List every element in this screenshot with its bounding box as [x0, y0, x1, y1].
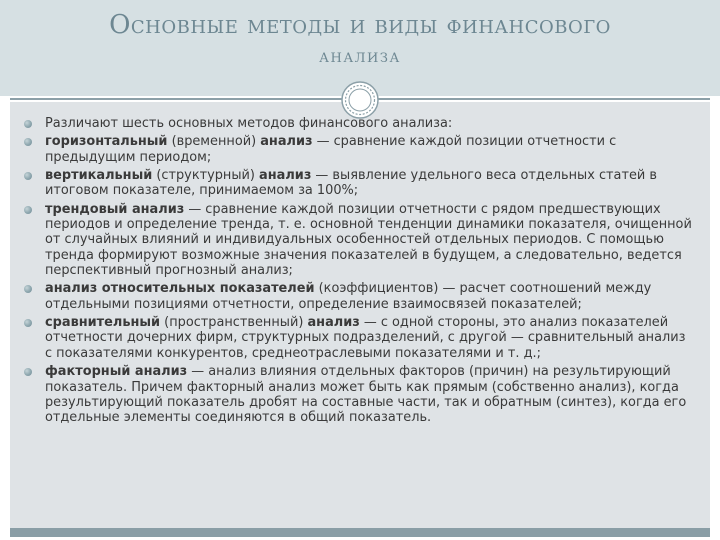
round-bullet-icon: [24, 319, 32, 327]
title-line-2: анализа: [319, 46, 401, 67]
term-factor: факторный анализ: [45, 364, 188, 380]
term-horizontal-qualifier: (временной): [167, 134, 261, 150]
trend-description: — сравнение каждой позиции отчетности с рядом предшествующих периодов и определение тренда, т. е. основной тенденции динамики показателя, очищенной от случайных влияний и индивидуальных особенностей отдельных периодов. С помощью тренда формируют возможные значения показателей в будущем, а следовательно, ведется перспективный прогнозный анализ;: [45, 201, 692, 279]
comparative-description: — с одной стороны, это анализ показателей отчетности дочерних фирм, структурных подразделений, с другой — сравнительный анализ с показателями конкурентов, среднеотраслевыми показателями и т. д.;: [45, 315, 686, 361]
intro-text: Различают шесть основных методов финансового анализа:: [45, 116, 453, 131]
horizontal-description: — сравнение каждой позиции отчетности с предыдущим периодом;: [45, 134, 617, 165]
round-bullet-icon: [24, 206, 32, 214]
term-ratios: анализ относительных показателей: [45, 281, 315, 297]
round-bullet-icon: [24, 120, 32, 128]
list-item-ratios: [24, 281, 696, 312]
round-bullet-icon: [24, 368, 32, 376]
round-bullet-icon: [24, 172, 32, 180]
term-vertical-qualifier: (структурный): [152, 168, 260, 184]
slide-title: [0, 8, 720, 72]
list-item-trend: [24, 202, 696, 279]
term-vertical: вертикальный: [45, 168, 153, 184]
list-item-comparative: [24, 315, 696, 361]
term-comparative-analysis: анализ: [307, 315, 360, 331]
term-comparative: сравнительный: [45, 315, 161, 331]
ratios-description: (коэффициентов) — расчет соотношений между отдельными позициями отчетности, определение взаимосвязей показателей;: [45, 281, 652, 312]
term-vertical-analysis: анализ: [259, 168, 312, 184]
term-horizontal: горизонтальный: [45, 134, 168, 150]
list-item-intro: [24, 116, 696, 131]
vertical-description: — выявление удельного веса отдельных статей в итоговом показателе, принимаемом за 100%;: [45, 168, 657, 199]
title-line-1: Основные методы и виды финансового: [109, 10, 611, 40]
list-item-vertical: [24, 168, 696, 199]
method-list: [24, 116, 696, 429]
term-horizontal-analysis: анализ: [260, 134, 313, 150]
round-bullet-icon: [24, 138, 32, 146]
circle-ornament-icon: [340, 80, 380, 120]
term-trend: трендовый анализ: [45, 201, 185, 217]
list-item-horizontal: [24, 134, 696, 165]
list-item-factor: [24, 364, 696, 425]
factor-description: — анализ влияния отдельных факторов (причин) на результирующий показатель. Причем факторный анализ может быть как прямым (собственно анализ), когда результирующий показатель дробят на составные части, так и обратным (синтез), когда его отдельные элементы соединяются в общий показатель.: [45, 364, 687, 426]
round-bullet-icon: [24, 285, 32, 293]
term-comparative-qualifier: (пространственный): [160, 315, 308, 331]
